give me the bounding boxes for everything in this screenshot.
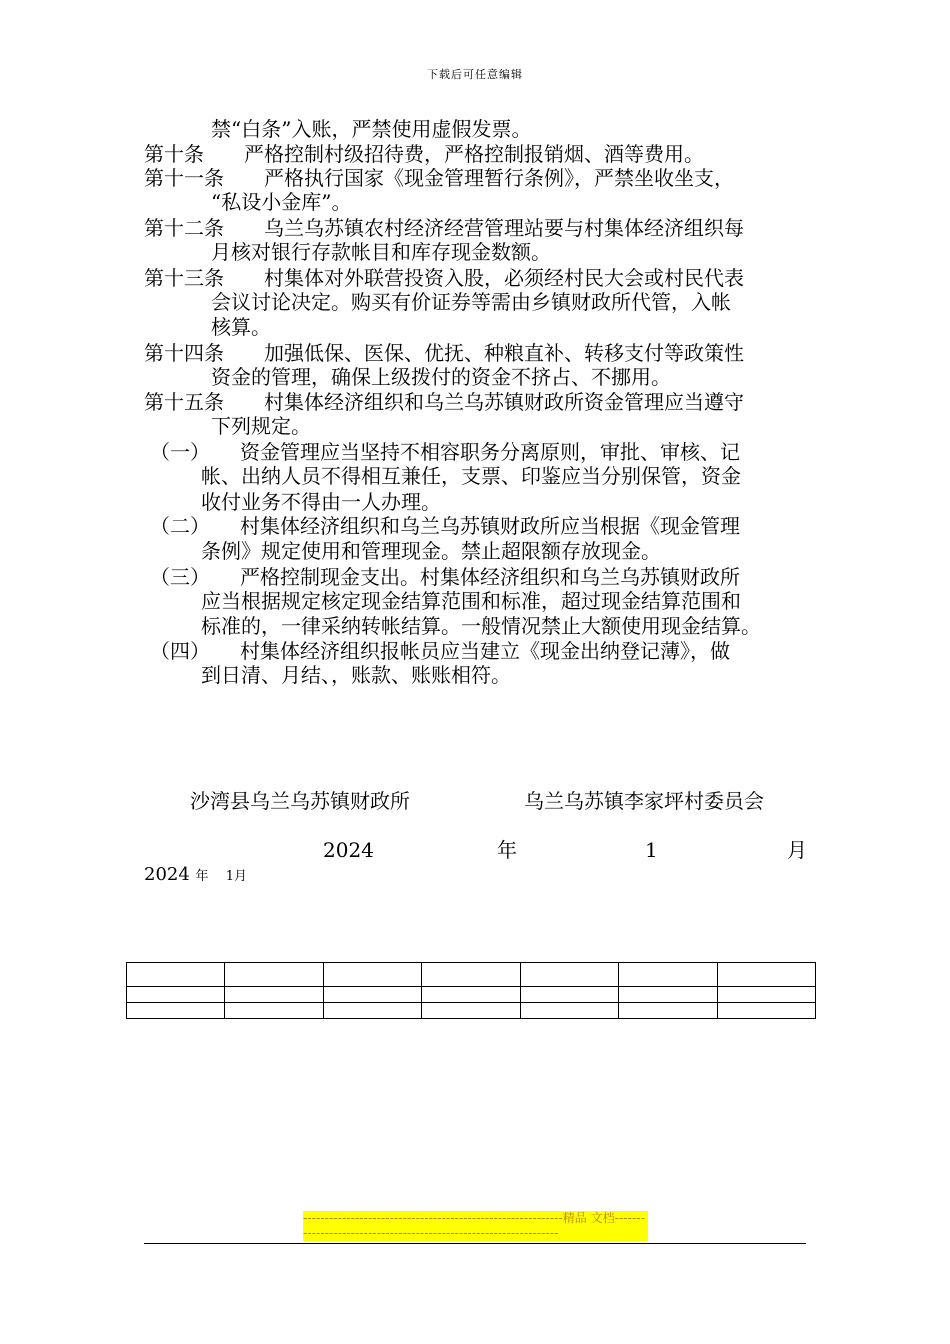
table-cell	[225, 987, 323, 1003]
text-line: 下列规定。	[211, 414, 311, 438]
date-year-unit: 年	[497, 838, 517, 862]
clause-3: （三） 严格控制现金支出。村集体经济组织和乌兰乌苏镇财政所	[150, 565, 740, 589]
table-cell	[520, 963, 618, 987]
table-row	[127, 1003, 816, 1019]
text-line: 禁“白条”入账，严禁使用虚假发票。	[211, 117, 532, 141]
text-line: 到日清、月结、，账款、账账相符。	[201, 663, 511, 687]
table-cell	[717, 987, 815, 1003]
date-small-month: 1月	[225, 869, 248, 884]
table-cell	[127, 987, 225, 1003]
text-line: 会议讨论决定。购买有价证券等需由乡镇财政所代管，入帐	[211, 290, 731, 314]
clause-4: （四） 村集体经济组织报帐员应当建立《现金出纳登记薄》，做	[150, 639, 730, 663]
table-cell	[520, 987, 618, 1003]
table-cell	[323, 1003, 421, 1019]
text-line: 条例》规定使用和管理现金。禁止超限额存放现金。	[201, 539, 661, 563]
text-line: 应当根据规定核定现金结算范围和标准，超过现金结算范围和	[201, 589, 741, 613]
text-line: 核算。	[211, 315, 271, 339]
date-year: 2024	[323, 838, 374, 862]
article-14: 第十四条 加强低保、医保、优抚、种粮直补、转移支付等政策性	[144, 341, 744, 365]
article-11: 第十一条 严格执行国家《现金管理暂行条例》，严禁坐收坐支，	[144, 166, 734, 190]
text-line: 标准的，一律采纳转帐结算。一般情况禁止大额使用现金结算。	[201, 614, 761, 638]
signature-right: 乌兰乌苏镇李家坪村委员会	[524, 789, 764, 813]
header-note: 下载后可任意编辑	[427, 68, 523, 81]
table-cell	[422, 987, 520, 1003]
table-cell	[619, 963, 717, 987]
table-cell	[127, 1003, 225, 1019]
clause-1: （一） 资金管理应当坚持不相容职务分离原则，审批、审核、记	[150, 440, 740, 464]
table-cell	[225, 1003, 323, 1019]
clause-2: （二） 村集体经济组织和乌兰乌苏镇财政所应当根据《现金管理	[150, 514, 740, 538]
footer-rule	[144, 1243, 806, 1244]
table-cell	[422, 963, 520, 987]
text-line: 资金的管理，确保上级拨付的资金不挤占、不挪用。	[211, 365, 671, 389]
table-row	[127, 963, 816, 987]
date-second-line	[144, 864, 247, 885]
footer-watermark: ------------------------------------------------------------精品 文档------------------------------------------------------------------	[303, 1211, 648, 1241]
text-line: “私设小金库”。	[211, 190, 352, 214]
table-cell	[619, 987, 717, 1003]
article-15: 第十五条 村集体经济组织和乌兰乌苏镇财政所资金管理应当遵守	[144, 390, 744, 414]
article-12: 第十二条 乌兰乌苏镇农村经济经营管理站要与村集体经济组织每	[144, 216, 744, 240]
text-line: 帐、出纳人员不得相互兼任，支票、印鉴应当分别保管，资金	[201, 464, 741, 488]
empty-table	[126, 962, 816, 1019]
date-small-year-unit: 年	[195, 869, 209, 884]
table-row	[127, 987, 816, 1003]
text-line: 月核对银行存款帐目和库存现金数额。	[211, 240, 551, 264]
date-month-unit: 月	[787, 838, 807, 862]
date-small-year: 2024	[144, 864, 190, 885]
table-cell	[323, 963, 421, 987]
table-cell	[520, 1003, 618, 1019]
table-cell	[717, 963, 815, 987]
table-cell	[717, 1003, 815, 1019]
date-month: 1	[645, 838, 658, 862]
article-13: 第十三条 村集体对外联营投资入股，必须经村民大会或村民代表	[144, 266, 744, 290]
table-cell	[127, 963, 225, 987]
table-cell	[323, 987, 421, 1003]
text-line: 收付业务不得由一人办理。	[201, 490, 441, 514]
article-10: 第十条 严格控制村级招待费，严格控制报销烟、酒等费用。	[144, 142, 704, 166]
table-cell	[225, 963, 323, 987]
signature-left: 沙湾县乌兰乌苏镇财政所	[190, 789, 410, 813]
table-cell	[619, 1003, 717, 1019]
table-cell	[422, 1003, 520, 1019]
